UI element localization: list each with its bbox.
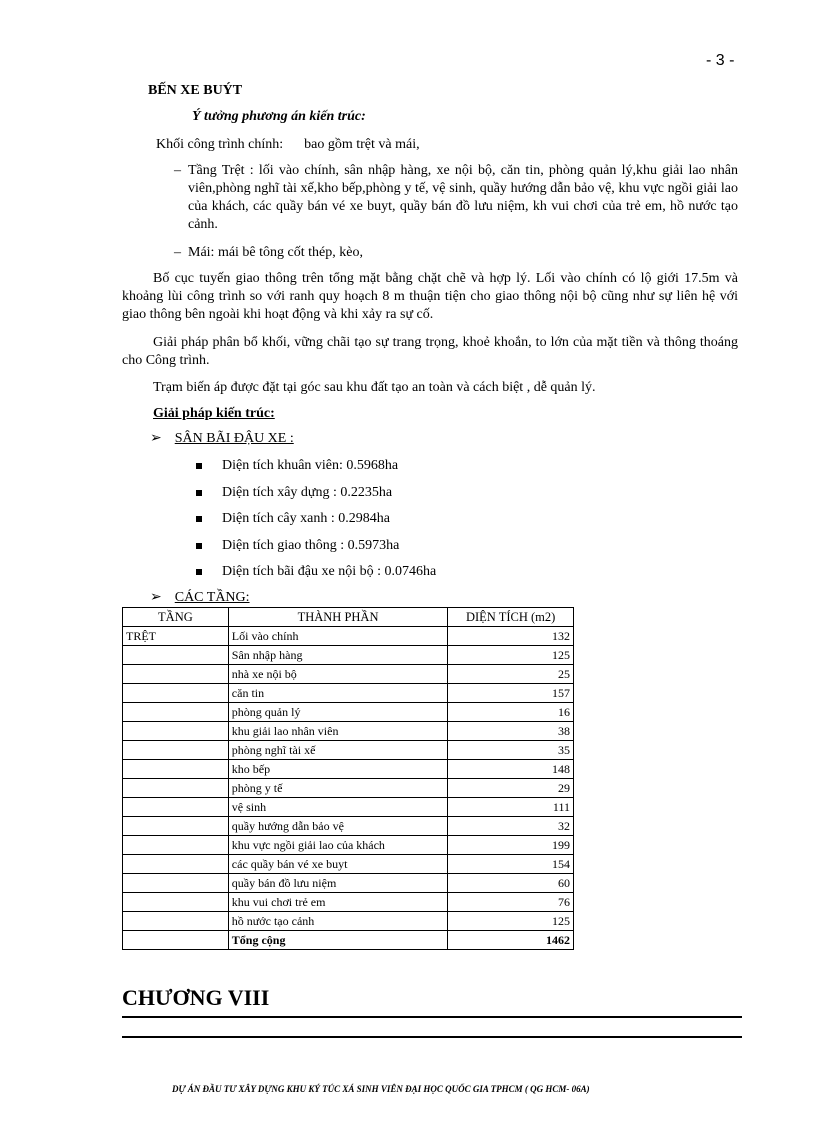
dash-item-ground-floor bbox=[174, 162, 738, 234]
header-component: THÀNH PHẦN bbox=[228, 608, 447, 627]
table-row bbox=[123, 817, 574, 836]
arrow-bullet-icon: ➢ bbox=[150, 431, 162, 446]
parking-item-text: Diện tích khuân viên: 0.5968ha bbox=[222, 458, 399, 473]
cell-component: các quầy bán vé xe buyt bbox=[228, 855, 447, 874]
parking-item-text: Diện tích cây xanh : 0.2984ha bbox=[222, 511, 390, 526]
main-block-line bbox=[156, 136, 420, 154]
table-row bbox=[123, 646, 574, 665]
cell-area: 60 bbox=[448, 874, 574, 893]
cell-component: Lối vào chính bbox=[228, 627, 447, 646]
table-row bbox=[123, 893, 574, 912]
cell-component: khu vực ngồi giải lao của khách bbox=[228, 836, 447, 855]
chapter-title: CHƯƠNG VIII bbox=[122, 985, 270, 1010]
cell-floor bbox=[123, 779, 229, 798]
cell-floor bbox=[123, 646, 229, 665]
table-row bbox=[123, 779, 574, 798]
header-floor: TẦNG bbox=[123, 608, 229, 627]
footer-text: DỰ ÁN ĐẦU TƯ XÂY DỰNG KHU KÝ TÚC XÁ SINH VIÊN ĐẠI HỌC QUỐC GIA TPHCM ( QG HCM- 06A) bbox=[172, 1084, 590, 1094]
cell-floor bbox=[123, 855, 229, 874]
cell-area: 125 bbox=[448, 646, 574, 665]
parking-heading-line bbox=[150, 430, 294, 448]
total-label: Tổng cộng bbox=[228, 931, 447, 950]
square-bullet-icon bbox=[196, 516, 202, 522]
section-title: BẾN XE BUÝT bbox=[148, 83, 243, 98]
table-row bbox=[123, 684, 574, 703]
square-bullet-icon bbox=[196, 569, 202, 575]
arrow-bullet-icon: ➢ bbox=[150, 590, 162, 605]
cell-area: 25 bbox=[448, 665, 574, 684]
parking-item-text: Diện tích giao thông : 0.5973ha bbox=[222, 538, 400, 553]
table-row bbox=[123, 798, 574, 817]
cell-floor bbox=[123, 741, 229, 760]
cell-area: 132 bbox=[448, 627, 574, 646]
table-row bbox=[123, 912, 574, 931]
cell-component: quầy bán đồ lưu niệm bbox=[228, 874, 447, 893]
cell-component: khu vui chơi trẻ em bbox=[228, 893, 447, 912]
dash-item-text: Tầng Trệt : lối vào chính, sân nhập hàng, xe nội bộ, căn tin, phòng quản lý,khu giải lao nhân viên,phòng nghĩ tài xế,kho bếp,phòng y tế, vệ sinh, quầy hướng dẫn bảo vệ, khu vực ngồi giải lao của khách, các quầy bán vé xe buyt, quầy bán đồ lưu niệm, kh vui chơi của trẻ em, hồ nước tạo cảnh. bbox=[188, 163, 738, 232]
cell-floor bbox=[123, 912, 229, 931]
cell-component: phòng y tế bbox=[228, 779, 447, 798]
cell-floor bbox=[123, 931, 229, 950]
cell-floor bbox=[123, 703, 229, 722]
total-value: 1462 bbox=[448, 931, 574, 950]
square-bullet-icon bbox=[196, 490, 202, 496]
cell-component: vệ sinh bbox=[228, 798, 447, 817]
cell-area: 111 bbox=[448, 798, 574, 817]
cell-area: 29 bbox=[448, 779, 574, 798]
main-block-value: bao gồm trệt và mái, bbox=[304, 137, 420, 152]
square-bullet-icon bbox=[196, 463, 202, 469]
cell-floor bbox=[123, 722, 229, 741]
paragraph-massing: Giải pháp phân bổ khối, vững chãi tạo sự trang trọng, khoẻ khoắn, to lớn của mặt tiền và thông thoáng cho Công trình. bbox=[122, 335, 738, 368]
page-number: - 3 - bbox=[706, 52, 735, 69]
table-header-row bbox=[123, 608, 574, 627]
cell-component: phòng nghĩ tài xế bbox=[228, 741, 447, 760]
header-area: DIỆN TÍCH (m2) bbox=[448, 608, 574, 627]
cell-area: 148 bbox=[448, 760, 574, 779]
cell-floor bbox=[123, 836, 229, 855]
table-row bbox=[123, 836, 574, 855]
dash-item-roof bbox=[174, 244, 738, 262]
cell-area: 76 bbox=[448, 893, 574, 912]
cell-floor bbox=[123, 665, 229, 684]
paragraph-transformer: Trạm biến áp được đặt tại góc sau khu đất tạo an toàn và cách biệt , dễ quản lý. bbox=[153, 380, 596, 395]
cell-component: khu giải lao nhân viên bbox=[228, 722, 447, 741]
divider bbox=[122, 1036, 742, 1038]
dash-mark: – bbox=[174, 163, 181, 178]
main-block-label: Khối công trình chính: bbox=[156, 137, 284, 152]
floor-area-table bbox=[122, 607, 574, 950]
cell-floor: TRỆT bbox=[123, 627, 229, 646]
parking-item-text: Diện tích bãi đậu xe nội bộ : 0.0746ha bbox=[222, 564, 437, 579]
parking-item-text: Diện tích xây dựng : 0.2235ha bbox=[222, 485, 393, 500]
cell-floor bbox=[123, 874, 229, 893]
cell-component: căn tin bbox=[228, 684, 447, 703]
cell-floor bbox=[123, 760, 229, 779]
table-row bbox=[123, 760, 574, 779]
cell-component: hồ nước tạo cảnh bbox=[228, 912, 447, 931]
cell-area: 38 bbox=[448, 722, 574, 741]
table-row bbox=[123, 722, 574, 741]
table-row bbox=[123, 855, 574, 874]
table-row bbox=[123, 874, 574, 893]
cell-component: nhà xe nội bộ bbox=[228, 665, 447, 684]
cell-component: quầy hướng dẫn bảo vệ bbox=[228, 817, 447, 836]
paragraph-traffic: Bố cục tuyến giao thông trên tổng mặt bằng chặt chẽ và hợp lý. Lối vào chính có lộ giới 17.5m và khoảng lùi công trình so với ranh quy hoạch 8 m thuận tiện cho giao thông nội bộ cũng như sự liên hệ với giao thông bên ngoài khi hoạt động và khi xảy ra sự cố. bbox=[122, 271, 738, 322]
dash-item-text: Mái: mái bê tông cốt thép, kèo, bbox=[188, 245, 363, 260]
cell-floor bbox=[123, 798, 229, 817]
parking-heading: SÂN BÃI ĐẬU XE : bbox=[174, 431, 294, 446]
cell-area: 199 bbox=[448, 836, 574, 855]
table-row bbox=[123, 703, 574, 722]
cell-area: 16 bbox=[448, 703, 574, 722]
cell-area: 154 bbox=[448, 855, 574, 874]
dash-mark: – bbox=[174, 245, 181, 260]
table-row bbox=[123, 665, 574, 684]
cell-floor bbox=[123, 817, 229, 836]
floors-heading-line bbox=[150, 589, 250, 607]
cell-area: 35 bbox=[448, 741, 574, 760]
cell-component: kho bếp bbox=[228, 760, 447, 779]
cell-floor bbox=[123, 684, 229, 703]
idea-heading: Ý tưởng phương án kiến trúc: bbox=[192, 109, 366, 124]
floors-heading: CÁC TẦNG: bbox=[174, 590, 250, 605]
square-bullet-icon bbox=[196, 543, 202, 549]
cell-area: 157 bbox=[448, 684, 574, 703]
cell-area: 32 bbox=[448, 817, 574, 836]
cell-component: Sân nhập hàng bbox=[228, 646, 447, 665]
table-row bbox=[123, 627, 574, 646]
table-row bbox=[123, 741, 574, 760]
cell-floor bbox=[123, 893, 229, 912]
solution-heading: Giải pháp kiến trúc: bbox=[153, 406, 275, 421]
cell-component: phòng quản lý bbox=[228, 703, 447, 722]
divider bbox=[122, 1016, 742, 1018]
table-total-row bbox=[123, 931, 574, 950]
cell-area: 125 bbox=[448, 912, 574, 931]
